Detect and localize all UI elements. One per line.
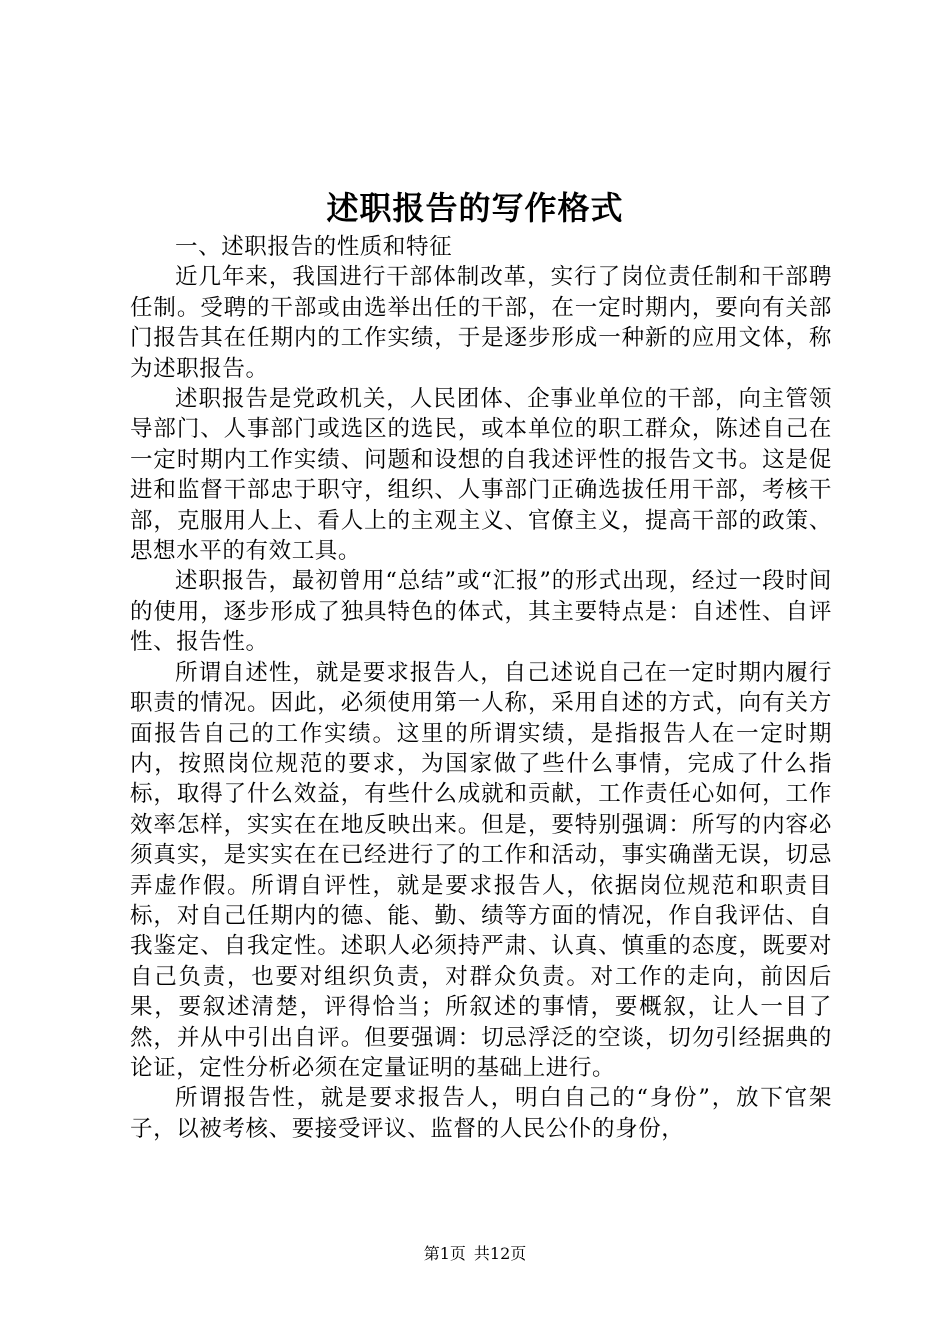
page-footer <box>0 1241 950 1264</box>
document-title: 述职报告的写作格式 <box>326 189 624 227</box>
page-number: 第1页 <box>423 1244 466 1263</box>
paragraph-2: 述职报告是党政机关，人民团体、企事业单位的干部，向主管领导部门、人事部门或选区的选民，或本单位的职工群众，陈述自己在一定时期内工作实绩、问题和设想的自我述评性的报告文书。这是促进和监督干部忠于职守，组织、人事部门正确选拔任用干部，考核干部，克服用人上、看人上的主观主义、官僚主义，提高干部的政策、思想水平的有效工具。 <box>130 386 832 565</box>
document-body <box>130 232 832 1144</box>
page-total: 共12页 <box>473 1244 527 1263</box>
paragraph-4: 所谓自述性，就是要求报告人，自己述说自己在一定时期内履行职责的情况。因此，必须使用第一人称，采用自述的方式，向有关方面报告自己的工作实绩。这里的所谓实绩，是指报告人在一定时期内，按照岗位规范的要求，为国家做了些什么事情，完成了什么指标，取得了什么效益，有些什么成就和贡献，工作责任心如何，工作效率怎样，实实在在地反映出来。但是，要特别强调：所写的内容必须真实，是实实在在已经进行了的工作和活动，事实确凿无误，切忌弄虚作假。所谓自评性，就是要求报告人，依据岗位规范和职责目标，对自己任期内的德、能、勤、绩等方面的情况，作自我评估、自我鉴定、自我定性。述职人必须持严肃、认真、慎重的态度，既要对自己负责，也要对组织负责，对群众负责。对工作的走向，前因后果，要叙述清楚，评得恰当；所叙述的事情，要概叙，让人一目了然，并从中引出自评。但要强调：切忌浮泛的空谈，切勿引经据典的论证，定性分析必须在定量证明的基础上进行。 <box>130 659 832 1081</box>
paragraph-1: 近几年来，我国进行干部体制改革，实行了岗位责任制和干部聘任制。受聘的干部或由选举出任的干部，在一定时期内，要向有关部门报告其在任期内的工作实绩，于是逐步形成一种新的应用文体，称为述职报告。 <box>130 264 832 382</box>
paragraph-5: 所谓报告性，就是要求报告人，明白自己的“身份”，放下官架子，以被考核、要接受评议、监督的人民公仆的身份， <box>130 1085 832 1142</box>
section-heading: 一、述职报告的性质和特征 <box>175 234 453 260</box>
paragraph-3: 述职报告，最初曾用“总结”或“汇报”的形式出现，经过一段时间的使用，逐步形成了独具特色的体式，其主要特点是：自述性、自评性、报告性。 <box>130 568 832 656</box>
